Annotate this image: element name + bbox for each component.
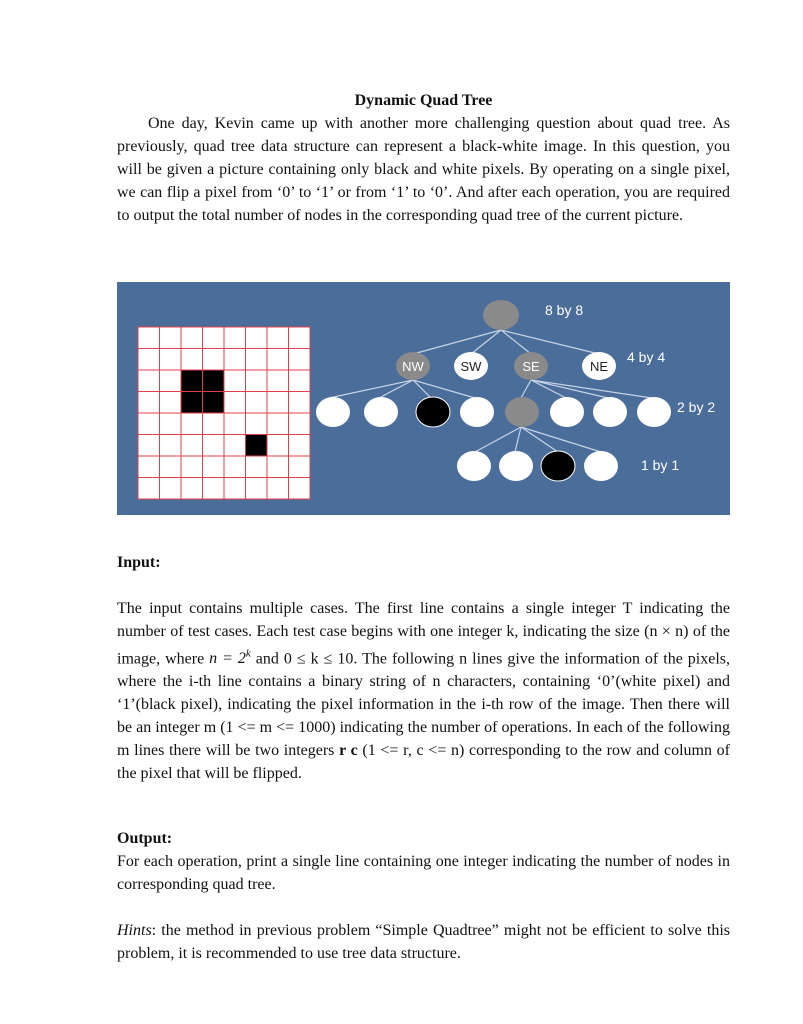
pixel-black [181, 370, 203, 392]
pixel-white [224, 413, 246, 435]
pixel-white [289, 349, 311, 371]
hints-text: : the method in previous problem “Simple Quadtree” might not be efficient to solve this problem, it is recommended to use tree data structure. [117, 922, 730, 962]
pixel-white [224, 478, 246, 500]
pixel-white [267, 327, 289, 349]
pixel-white [160, 327, 182, 349]
pixel-white [138, 456, 160, 478]
output-description [117, 850, 730, 896]
pixel-black [246, 435, 268, 457]
node-l3 [584, 451, 618, 481]
pixel-white [289, 478, 311, 500]
node-l2-gray [505, 397, 539, 427]
pixel-white [203, 349, 225, 371]
label-se: SE [522, 359, 540, 374]
quadtree-figure [117, 282, 730, 515]
pixel-white [289, 370, 311, 392]
pixel-white [181, 435, 203, 457]
output-paragraph: For each operation, print a single line containing one integer indicating the number of nodes in corresponding quad tree. [117, 853, 730, 893]
node-l3 [457, 451, 491, 481]
level-label-1by1: 1 by 1 [641, 457, 680, 473]
pixel-white [203, 456, 225, 478]
node-l2 [637, 397, 671, 427]
formula: $n = 2^k$ [209, 648, 251, 668]
label-sw: SW [460, 359, 482, 374]
pixel-white [289, 413, 311, 435]
pixel-white [289, 327, 311, 349]
node-l3 [499, 451, 533, 481]
pixel-black [181, 392, 203, 414]
pixel-white [289, 435, 311, 457]
pixel-white [224, 349, 246, 371]
level-label-4by4: 4 by 4 [627, 349, 666, 365]
pixel-white [267, 413, 289, 435]
pixel-white [203, 478, 225, 500]
pixel-white [181, 349, 203, 371]
pixel-white [246, 349, 268, 371]
rc-vars: r c [339, 742, 358, 760]
pixel-white [138, 478, 160, 500]
pixel-white [160, 370, 182, 392]
pixel-white [203, 435, 225, 457]
label-ne: NE [589, 359, 609, 374]
pixel-white [246, 413, 268, 435]
page-title: Dynamic Quad Tree [354, 92, 493, 109]
node-l2-black [416, 397, 450, 427]
hints-label: Hints [117, 922, 152, 939]
pixel-white [289, 392, 311, 414]
input-description [117, 597, 730, 785]
hints-paragraph [117, 919, 730, 965]
pixel-white [224, 327, 246, 349]
pixel-white [246, 370, 268, 392]
pixel-white [160, 435, 182, 457]
input-heading: Input: [117, 554, 161, 571]
pixel-white [138, 392, 160, 414]
pixel-white [181, 456, 203, 478]
input-section [117, 551, 161, 574]
pixel-white [160, 478, 182, 500]
pixel-white [160, 392, 182, 414]
pixel-white [267, 349, 289, 371]
pixel-white [289, 456, 311, 478]
pixel-white [267, 392, 289, 414]
pixel-white [224, 435, 246, 457]
pixel-white [267, 478, 289, 500]
pixel-white [138, 370, 160, 392]
quadtree-diagram [117, 282, 730, 515]
node-l2 [316, 397, 350, 427]
pixel-white [181, 327, 203, 349]
intro-paragraph: One day, Kevin came up with another more challenging question about quad tree. As previously, quad tree data structure can represent a black-white image. In this question, you will be given a picture containing only black and white pixels. By operating on a single pixel, we can flip a pixel from ‘0’ to ‘1’ or from ‘1’ to ‘0’. And after each operation, you are required to output the total number of nodes in the corresponding quad tree of the current picture. [117, 115, 730, 224]
pixel-white [267, 435, 289, 457]
pixel-white [203, 413, 225, 435]
pixel-white [224, 392, 246, 414]
level-label-2by2: 2 by 2 [677, 399, 716, 415]
pixel-black [203, 392, 225, 414]
pixel-white [160, 349, 182, 371]
pixel-white [224, 456, 246, 478]
pixel-white [181, 413, 203, 435]
pixel-white [267, 370, 289, 392]
document-body [117, 90, 730, 227]
node-l2 [364, 397, 398, 427]
pixel-white [138, 349, 160, 371]
pixel-white [160, 456, 182, 478]
pixel-grid [138, 327, 310, 499]
pixel-white [246, 327, 268, 349]
pixel-white [138, 327, 160, 349]
pixel-white [224, 370, 246, 392]
root-size-label: 8 by 8 [545, 302, 584, 318]
pixel-white [138, 435, 160, 457]
pixel-white [246, 392, 268, 414]
pixel-white [181, 478, 203, 500]
output-section [117, 827, 172, 850]
pixel-black [203, 370, 225, 392]
root-node [483, 300, 519, 330]
node-l3-black [541, 451, 575, 481]
node-l2 [460, 397, 494, 427]
pixel-white [246, 456, 268, 478]
pixel-white [160, 413, 182, 435]
input-paragraph: The input contains multiple cases. The first line contains a single integer T indicating the number of test cases. Each test case begins with one integer k, indicating the size (n × n) of the image, where $n = 2^k$ and 0 ≤ k ≤ 10. The following n lines give the information of the pixels, where the i-th line contains a binary string of n characters, containing ‘0’(white pixel) and ‘1’(black pixel), indicating the pixel information in the i-th row of the image. Then there will be an integer m (1 <= m <= 1000) indicating the number of operations. In each of the following m lines there will be two integers r c (1 <= r, c <= n) corresponding to the row and column of the pixel that will be flipped. [117, 600, 731, 783]
node-l2 [593, 397, 627, 427]
pixel-white [203, 327, 225, 349]
pixel-white [267, 456, 289, 478]
label-nw: NW [402, 359, 424, 374]
node-l2 [550, 397, 584, 427]
hints-section [117, 919, 730, 965]
pixel-white [138, 413, 160, 435]
pixel-white [246, 478, 268, 500]
output-heading: Output: [117, 830, 173, 847]
